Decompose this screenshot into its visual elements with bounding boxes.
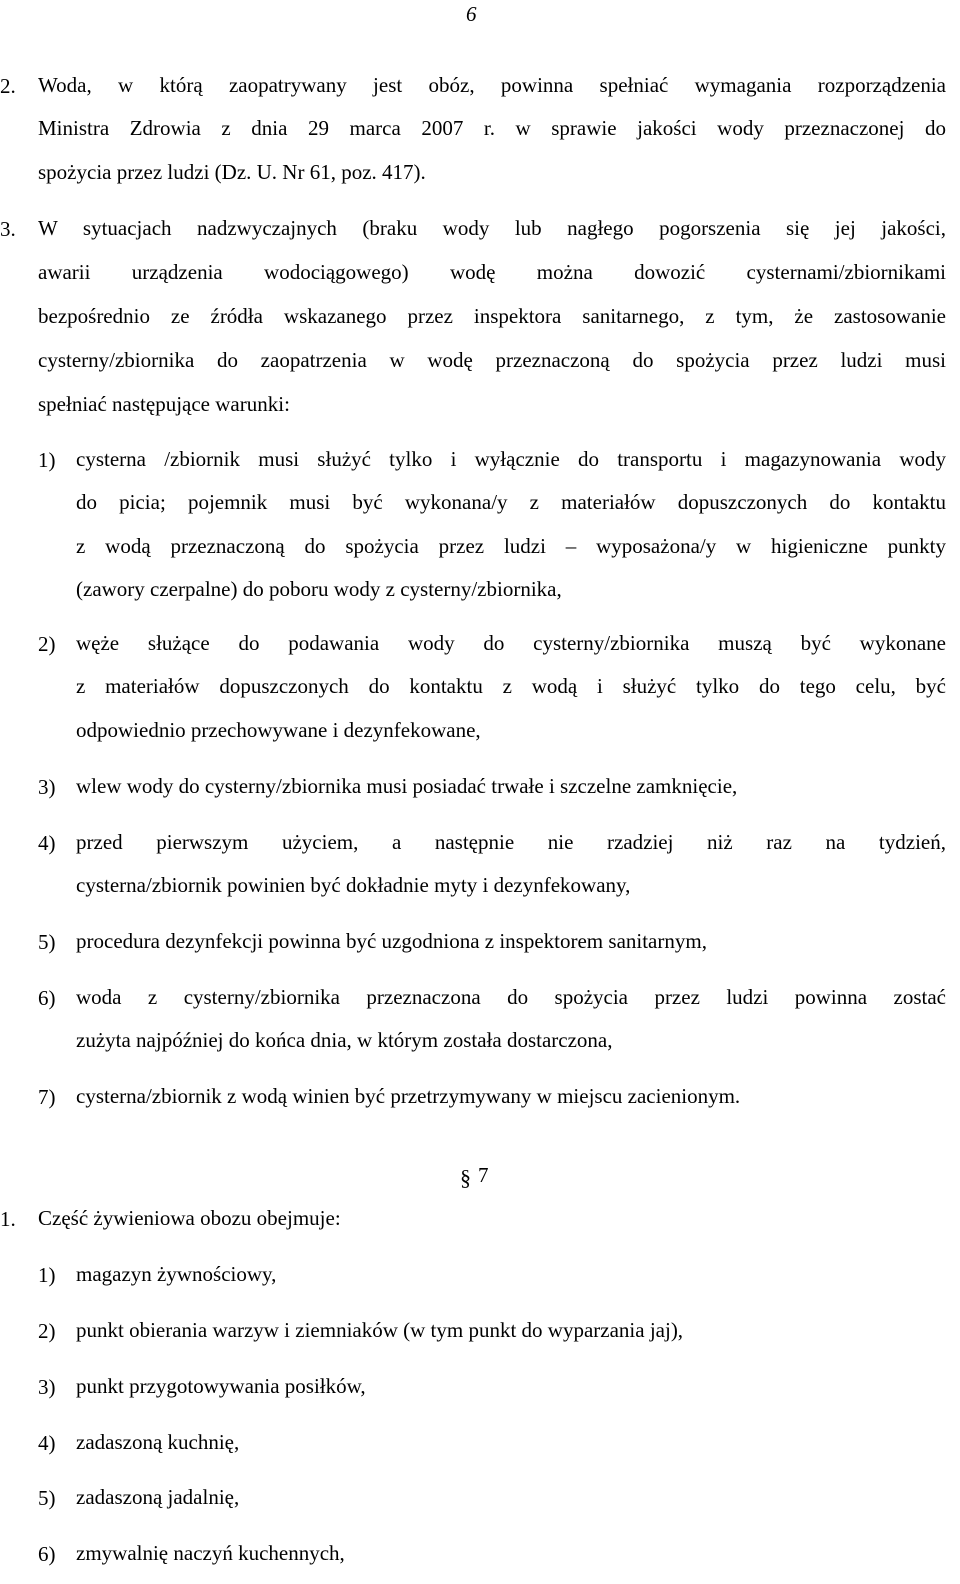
condition-line: cysterna/zbiornik powinien być dokładnie myty i dezynfekowany,: [76, 873, 631, 897]
list-item: magazyn żywnościowy,: [76, 1262, 277, 1286]
condition-label: 6): [38, 986, 56, 1010]
section-symbol: §: [460, 1165, 471, 1190]
list-label: 3): [38, 1375, 56, 1399]
list-label: 4): [38, 1431, 56, 1455]
condition-line: cysterna /zbiornik musi służyć tylko i wyłącznie do transportu i magazynowania wody: [76, 447, 946, 471]
condition-label: 5): [38, 930, 56, 954]
condition-line: z materiałów dopuszczonych do kontaktu z wodą i służyć tylko do tego celu, być: [76, 674, 946, 698]
page-number: 6: [466, 2, 477, 26]
paragraph-line: cysterny/zbiornika do zaopatrzenia w wodę przeznaczoną do spożycia przez ludzi musi: [38, 348, 946, 372]
list-item: zmywalnię naczyń kuchennych,: [76, 1541, 345, 1565]
paragraph-line: W sytuacjach nadzwyczajnych (braku wody lub nagłego pogorszenia się jej jakości,: [38, 216, 946, 240]
condition-label: 1): [38, 448, 56, 472]
paragraph-label: 3.: [0, 217, 16, 241]
list-label: 5): [38, 1486, 56, 1510]
condition-label: 2): [38, 632, 56, 656]
paragraph-line: Część żywieniowa obozu obejmuje:: [38, 1206, 341, 1230]
condition-line: zużyta najpóźniej do końca dnia, w którym została dostarczona,: [76, 1028, 613, 1052]
list-label: 1): [38, 1263, 56, 1287]
paragraph-line: spełniać następujące warunki:: [38, 392, 290, 416]
list-item: punkt obierania warzyw i ziemniaków (w tym punkt do wyparzania jaj),: [76, 1318, 684, 1342]
paragraph-line: spożycia przez ludzi (Dz. U. Nr 61, poz. 417).: [38, 160, 426, 184]
list-label: 6): [38, 1542, 56, 1566]
condition-line: woda z cysterny/zbiornika przeznaczona do spożycia przez ludzi powinna zostać: [76, 985, 946, 1009]
section-number: 7: [478, 1163, 489, 1187]
paragraph-line: Ministra Zdrowia z dnia 29 marca 2007 r. w sprawie jakości wody przeznaczonej do: [38, 116, 946, 140]
list-item: zadaszoną kuchnię,: [76, 1430, 240, 1454]
paragraph-label: 1.: [0, 1207, 16, 1231]
paragraph-line: bezpośrednio ze źródła wskazanego przez inspektora sanitarnego, z tym, że zastosowanie: [38, 304, 946, 328]
condition-line: odpowiednio przechowywane i dezynfekowane,: [76, 718, 481, 742]
condition-line: procedura dezynfekcji powinna być uzgodniona z inspektorem sanitarnym,: [76, 929, 707, 953]
condition-line: węże służące do podawania wody do cysterny/zbiornika muszą być wykonane: [76, 631, 946, 655]
paragraph-label: 2.: [0, 74, 16, 98]
paragraph-line: awarii urządzenia wodociągowego) wodę można dowozić cysternami/zbiornikami: [38, 260, 946, 284]
paragraph-line: Woda, w którą zaopatrywany jest obóz, powinna spełniać wymagania rozporządzenia: [38, 73, 946, 97]
condition-line: cysterna/zbiornik z wodą winien być przetrzymywany w miejscu zacienionym.: [76, 1084, 741, 1108]
list-item: zadaszoną jadalnię,: [76, 1485, 240, 1509]
condition-label: 4): [38, 831, 56, 855]
condition-label: 7): [38, 1085, 56, 1109]
condition-label: 3): [38, 775, 56, 799]
condition-line: (zawory czerpalne) do poboru wody z cysterny/zbiornika,: [76, 577, 562, 601]
list-item: punkt przygotowywania posiłków,: [76, 1374, 366, 1398]
list-label: 2): [38, 1319, 56, 1343]
condition-line: z wodą przeznaczoną do spożycia przez ludzi – wyposażona/y w higieniczne punkty: [76, 534, 946, 558]
condition-line: wlew wody do cysterny/zbiornika musi posiadać trwałe i szczelne zamknięcie,: [76, 774, 738, 798]
condition-line: przed pierwszym użyciem, a następnie nie rzadziej niż raz na tydzień,: [76, 830, 946, 854]
condition-line: do picia; pojemnik musi być wykonana/y z materiałów dopuszczonych do kontaktu: [76, 490, 946, 514]
